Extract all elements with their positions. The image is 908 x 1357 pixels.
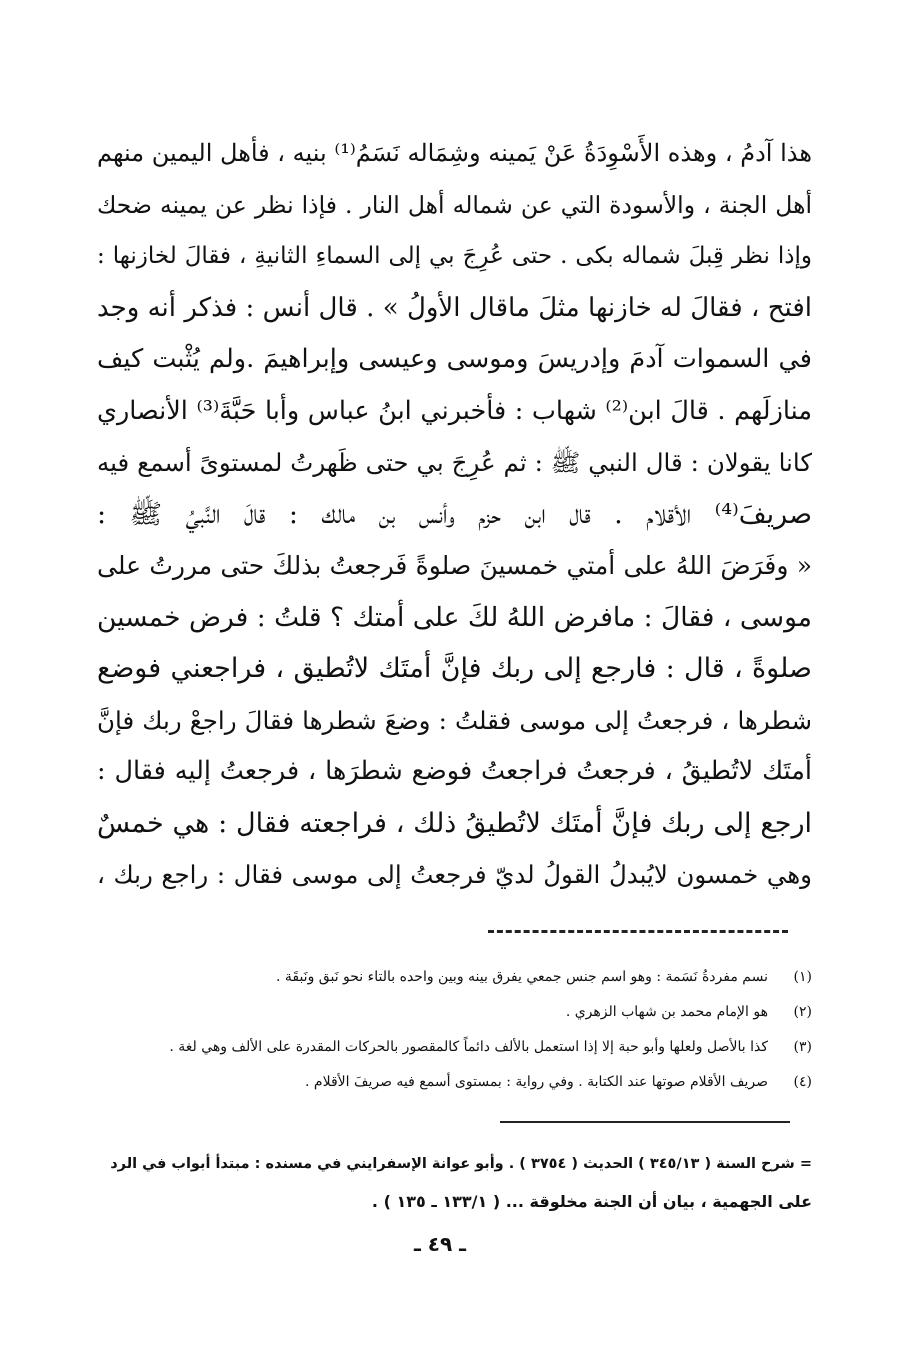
footnote-separator-dashed bbox=[488, 930, 788, 933]
page-number: ـ ٤٩ ـ bbox=[413, 1232, 467, 1256]
main-text-line: وإذا نظر قِبلَ شماله بكى . حتى عُرِجَ بي إلى السماءِ الثانيةِ ، فقالَ لخازنها : bbox=[97, 243, 812, 269]
source-note-line: على الجهمية ، بيان أن الجنة مخلوقة ... ( ١٣٣/١ ـ ١٣٥ ) . bbox=[371, 1192, 812, 1211]
main-text-line: كانا يقولان : قال النبي ﷺ : ثم عُرِجَ بي حتى ظَهرتُ لمستوىً أسمع فيه bbox=[97, 448, 812, 477]
footnote-1 bbox=[132, 960, 812, 995]
footnote-number: (٣) bbox=[793, 1039, 812, 1055]
footnote-text: كذا بالأصل ولعلها وأبو حبة إلا إذا استعمل بالألف دائماً كالمقصور بالحركات المقدرة على الألف وهي لغة . bbox=[169, 1039, 768, 1055]
main-text-line: افتح ، فقالَ له خازنها مثلَ ماقال الأولُ » . قال أنس : فذكر أنه وجد bbox=[97, 292, 812, 323]
footnote-text: نسم مفردةُ نَسَمة : وهو اسم جنس جمعي يفرق بينه وبين واحده بالتاء نحو نَبق ونَبقَة . bbox=[275, 969, 768, 985]
main-text-line: وهي خمسون لايُبدلُ القولُ لديّ فرجعتُ إلى موسى فقال : راجع ربك ، bbox=[97, 860, 812, 889]
footnote-2 bbox=[132, 995, 812, 1030]
main-text-line: أمتَك لاتُطيقُ ، فرجعتُ فراجعتُ فوضع شطرَها ، فرجعتُ إليه فقال : bbox=[97, 756, 812, 786]
main-text-line: أهل الجنة ، والأسودة التي عن شماله أهل النار . فإذا نظر عن يمينه ضحك bbox=[97, 190, 812, 219]
footnote-4 bbox=[132, 1065, 812, 1100]
main-text-line: منازلَهم . قالَ ابن⁽²⁾ شهاب : فأخبرني ابنُ عباس وأبا حَبَّةَ⁽³⁾ الأنصاري bbox=[97, 395, 812, 426]
main-text-line: صريفَ⁽⁴⁾ الأقلام . قال ابن حزم وأنس بن مالك : قالَ النَّبيُ ﷺ : bbox=[97, 498, 812, 530]
main-text-line: هذا آدمُ ، وهذه الأَسْوِدَةُ عَنْ يَمينه وشِمَاله نَسَمُ⁽¹⁾ بنيه ، فأهل اليمين منهم bbox=[97, 139, 812, 167]
source-note bbox=[97, 1145, 812, 1221]
source-note-line: = شرح السنة ( ٣٤٥/١٣ ) الحديث ( ٣٧٥٤ ) . وأبو عوانة الإسفرايني في مسنده : مبتدأ أبواب في الرد bbox=[110, 1156, 812, 1172]
footnote-number: (٢) bbox=[793, 1004, 812, 1020]
main-text-line: « وفَرَضَ اللهُ على أمتي خمسينَ صلوةً فَرجعتُ بذلكَ حتى مررتُ على bbox=[97, 551, 812, 580]
footnote-text: هو الإمام محمد بن شهاب الزهري . bbox=[565, 1004, 768, 1020]
footnote-3 bbox=[132, 1030, 812, 1065]
main-text-line: ارجع إلى ربك فإنَّ أمتَك لاتُطيقُ ذلك ، فراجعته فقال : هي خمسٌ bbox=[97, 807, 812, 839]
footnote-text: صريف الأقلام صوتها عند الكتابة . وفي رواية : بمستوى أسمع فيه صريفَ الأقلام . bbox=[305, 1074, 768, 1090]
main-text-line: في السموات آدمَ وإدريسَ وموسى وعيسى وإبراهيمَ .ولم يُثْبت كيف bbox=[97, 344, 812, 374]
main-text-line: شطرها ، فرجعتُ إلى موسى فقلتُ : وضعَ شطرها فقالَ راجعْ ربك فإنَّ bbox=[97, 705, 812, 735]
footnote-number: (١) bbox=[793, 969, 812, 985]
main-text-line: صلوةً ، قال : فارجع إلى ربك فإنَّ أمتَك لاتُطيق ، فراجعني فوضع bbox=[97, 653, 812, 684]
main-text-line: موسى ، فقالَ : مافرض اللهُ لكَ على أمتك ؟ قلتُ : فرض خمسين bbox=[97, 601, 812, 633]
main-text-block bbox=[97, 128, 812, 901]
source-separator-line bbox=[500, 1121, 790, 1123]
footnotes-section bbox=[132, 960, 812, 1100]
footnote-number: (٤) bbox=[793, 1074, 812, 1090]
